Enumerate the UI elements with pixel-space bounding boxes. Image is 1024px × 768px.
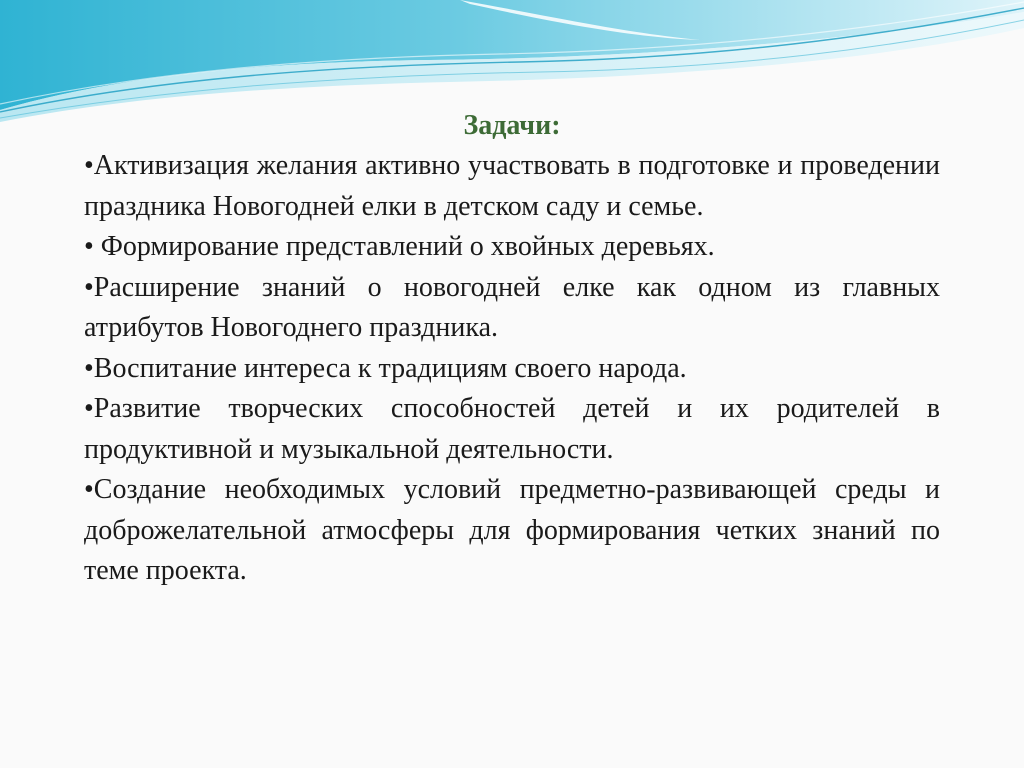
task-item: •Воспитание интереса к традициям своего народа. [84, 352, 687, 384]
task-item: •Создание необходимых условий предметно-развивающей среды и доброжелательной атмосферы для формирования четких знаний по теме проекта. [84, 474, 940, 586]
task-item: •Расширение знаний о новогодней елке как одном из главных атрибутов Новогоднего праздника. [84, 271, 940, 343]
tasks-list [84, 146, 940, 592]
task-item: • Формирование представлений о хвойных деревьях. [84, 231, 715, 262]
task-item: •Активизация желания активно участвовать в подготовке и проведении праздника Новогодней елки в детском саду и семье. [84, 150, 940, 222]
slide-title: Задачи: [463, 110, 561, 141]
task-item: •Развитие творческих способностей детей и их родителей в продуктивной и музыкальной деятельности. [84, 393, 940, 465]
